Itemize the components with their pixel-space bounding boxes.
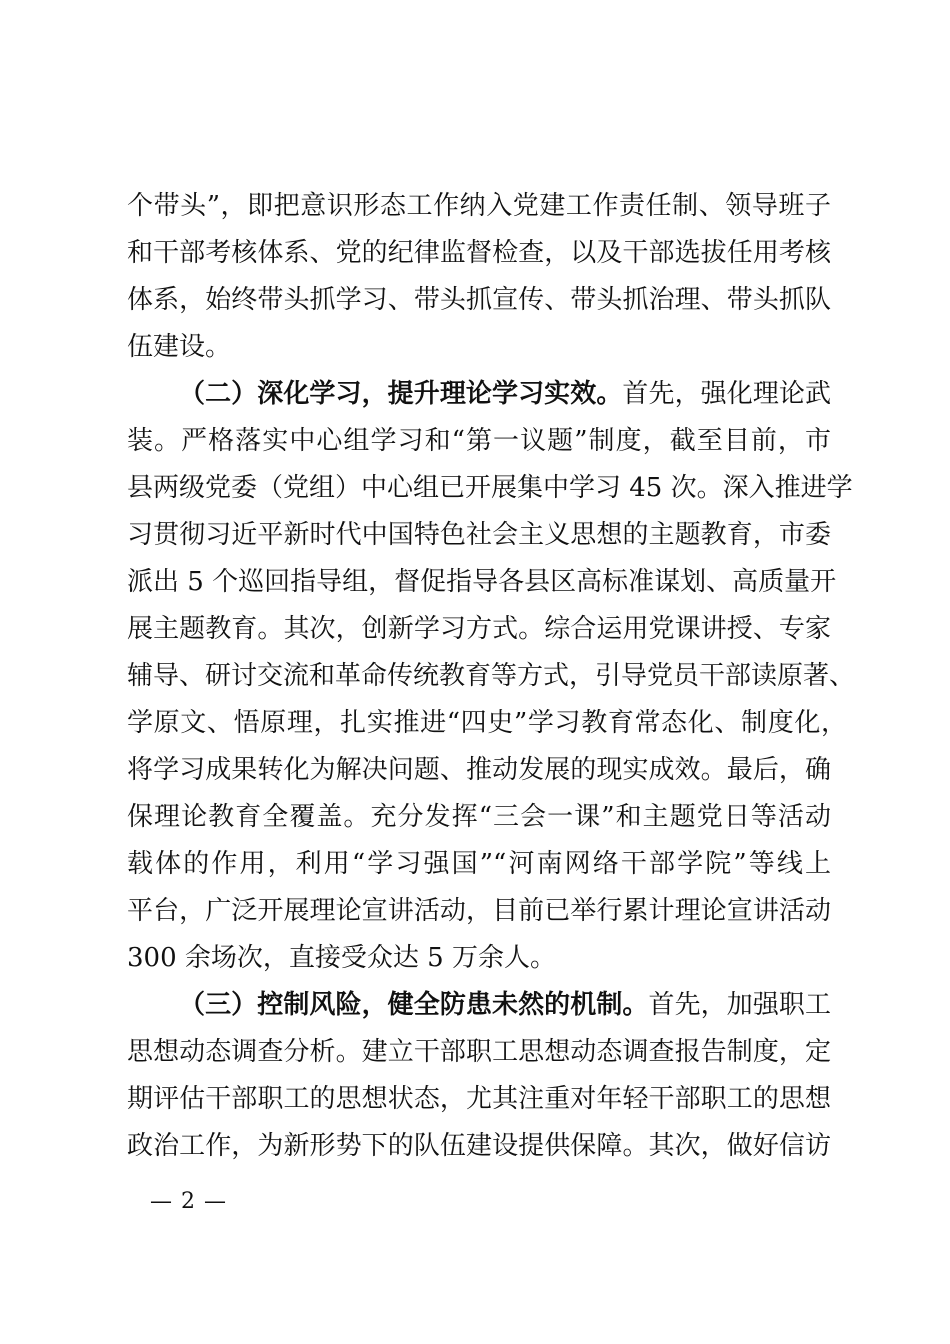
body-line: 个带头”，即把意识形态工作纳入党建工作责任制、领导班子: [127, 191, 831, 221]
body-line: 政治工作，为新形势下的队伍建设提供保障。其次，做好信访: [127, 1131, 831, 1161]
body-line: 300 余场次，直接受众达 5 万余人。: [127, 943, 556, 973]
body-line: 载体的作用，利用“学习强国”“河南网络干部学院”等线上: [127, 849, 831, 879]
section-heading-2: （二）深化学习，提升理论学习实效。: [179, 379, 623, 409]
body-line: 保理论教育全覆盖。充分发挥“三会一课”和主题党日等活动: [127, 802, 831, 832]
body-line: 县两级党委（党组）中心组已开展集中学习 45 次。深入推进学: [127, 473, 853, 503]
body-line: 伍建设。: [127, 332, 232, 362]
section-heading-line: [179, 985, 831, 1025]
body-line: 将学习成果转化为解决问题、推动发展的现实成效。最后，确: [127, 755, 831, 785]
section-heading-line: [179, 374, 831, 414]
section-heading-3-continuation: 首先，加强职工: [648, 990, 831, 1020]
body-line: 和干部考核体系、党的纪律监督检查，以及干部选拔任用考核: [127, 238, 831, 268]
body-line: 期评估干部职工的思想状态，尤其注重对年轻干部职工的思想: [127, 1084, 831, 1114]
body-line: 派出 5 个巡回指导组，督促指导各县区高标准谋划、高质量开: [127, 567, 837, 597]
body-line: 思想动态调查分析。建立干部职工思想动态调查报告制度，定: [127, 1037, 831, 1067]
page-number: — 2 —: [150, 1189, 227, 1214]
body-line: 平台，广泛开展理论宣讲活动，目前已举行累计理论宣讲活动: [127, 896, 831, 926]
section-heading-3: （三）控制风险，健全防患未然的机制。: [179, 990, 649, 1020]
body-line: 装。严格落实中心组学习和“第一议题”制度，截至目前，市: [127, 426, 831, 456]
section-heading-2-continuation: 首先，强化理论武: [622, 379, 831, 409]
body-line: 辅导、研讨交流和革命传统教育等方式，引导党员干部读原著、: [127, 661, 856, 691]
body-line: 展主题教育。其次，创新学习方式。综合运用党课讲授、专家: [127, 614, 831, 644]
body-line: 学原文、悟原理，扎实推进“四史”学习教育常态化、制度化，: [127, 708, 847, 738]
body-line: 习贯彻习近平新时代中国特色社会主义思想的主题教育，市委: [127, 520, 831, 550]
body-line: 体系，始终带头抓学习、带头抓宣传、带头抓治理、带头抓队: [127, 285, 831, 315]
